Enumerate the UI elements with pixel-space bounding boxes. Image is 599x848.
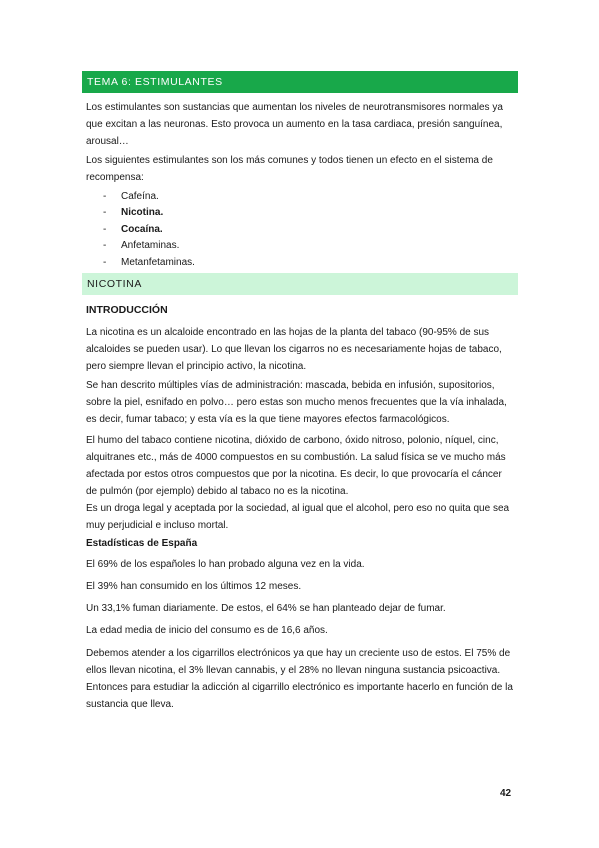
list-item	[86, 238, 514, 255]
list-item	[86, 221, 514, 238]
paragraph-cigarrillos-electronicos: Debemos atender a los cigarrillos electrónicos ya que hay un creciente uso de estos. El 75% de ellos llevan nicotina, el 3% llevan cannabis, y el 28% no llevan ninguna sustancia psicoactiva. Entonces para estudiar la adicción al cigarrillo electrónico es importante hacerlo en función de la sustancia que lleva.	[86, 648, 513, 710]
subheading-estadisticas: Estadísticas de España	[86, 538, 198, 549]
list-item-text: Metanfetaminas.	[121, 256, 195, 268]
section-heading-text: TEMA 6: ESTIMULANTES	[87, 76, 223, 88]
stat-line-1: El 69% de los españoles lo han probado alguna vez en la vida.	[86, 559, 365, 570]
paragraph-nicotina-4: Es un droga legal y aceptada por la sociedad, al igual que el alcohol, pero eso no quita que sea muy perjudicial e incluso mortal.	[86, 503, 510, 531]
subheading-introduccion: INTRODUCCIÓN	[86, 304, 168, 316]
section-heading-text: NICOTINA	[87, 278, 142, 290]
list-item	[86, 188, 514, 205]
list-item-text: Nicotina.	[121, 207, 164, 219]
list-item	[86, 205, 514, 222]
list-dash: -	[103, 256, 107, 268]
stat-line-4: La edad media de inicio del consumo es de 16,6 años.	[86, 625, 328, 636]
paragraph-nicotina-2: Se han descrito múltiples vías de administración: mascada, bebida en infusión, supositorios, sobre la piel, esnifado en polvo… pero estas son mucho menos frecuentes que la vía inhalada, es decir, fumar tabaco; y esta vía es la que tiene mayores efectos farmacológicos.	[86, 380, 507, 425]
list-dash: -	[103, 190, 107, 202]
stat-line-3: Un 33,1% fuman diariamente. De estos, el 64% se han planteado dejar de fumar.	[86, 603, 446, 614]
stat-line-2: El 39% han consumido en los últimos 12 meses.	[86, 581, 302, 592]
list-dash: -	[103, 240, 107, 252]
list-item-text: Cocaína.	[121, 223, 163, 235]
paragraph-estimulantes-list-intro: Los siguientes estimulantes son los más comunes y todos tienen un efecto en el sistema de recompensa:	[86, 155, 493, 183]
list-dash: -	[103, 207, 107, 219]
page-number: 42	[500, 788, 512, 799]
stimulants-list	[86, 188, 514, 271]
paragraph-nicotina-3: El humo del tabaco contiene nicotina, dióxido de carbono, óxido nitroso, polonio, níquel, cinc, alquitranes etc., más de 4000 compuestos en su combustión. La salud física se ve mucho más afectada por estos otros compuestos que por la nicotina. Es decir, lo que provocaría el cáncer de pulmón (por ejemplo) debido al tabaco no es la nicotina.	[86, 435, 506, 497]
section-heading-nicotina	[82, 273, 518, 295]
list-item-text: Anfetaminas.	[121, 240, 180, 252]
list-item	[86, 254, 514, 271]
list-dash: -	[103, 223, 107, 235]
list-item-text: Cafeína.	[121, 190, 159, 202]
paragraph-estimulantes-intro: Los estimulantes son sustancias que aumentan los niveles de neurotransmisores normales ya que excitan a las neuronas. Esto provoca un aumento en la tasa cardiaca, presión sanguínea, arousal…	[86, 102, 503, 147]
paragraph-nicotina-1: La nicotina es un alcaloide encontrado en las hojas de la planta del tabaco (90-95% de sus alcaloides se pueden usar). Lo que llevan los cigarros no es necesariamente hojas de tabaco, pero siempre llevan el principio activo, la nicotina.	[86, 327, 502, 372]
section-heading-estimulantes	[82, 71, 518, 93]
